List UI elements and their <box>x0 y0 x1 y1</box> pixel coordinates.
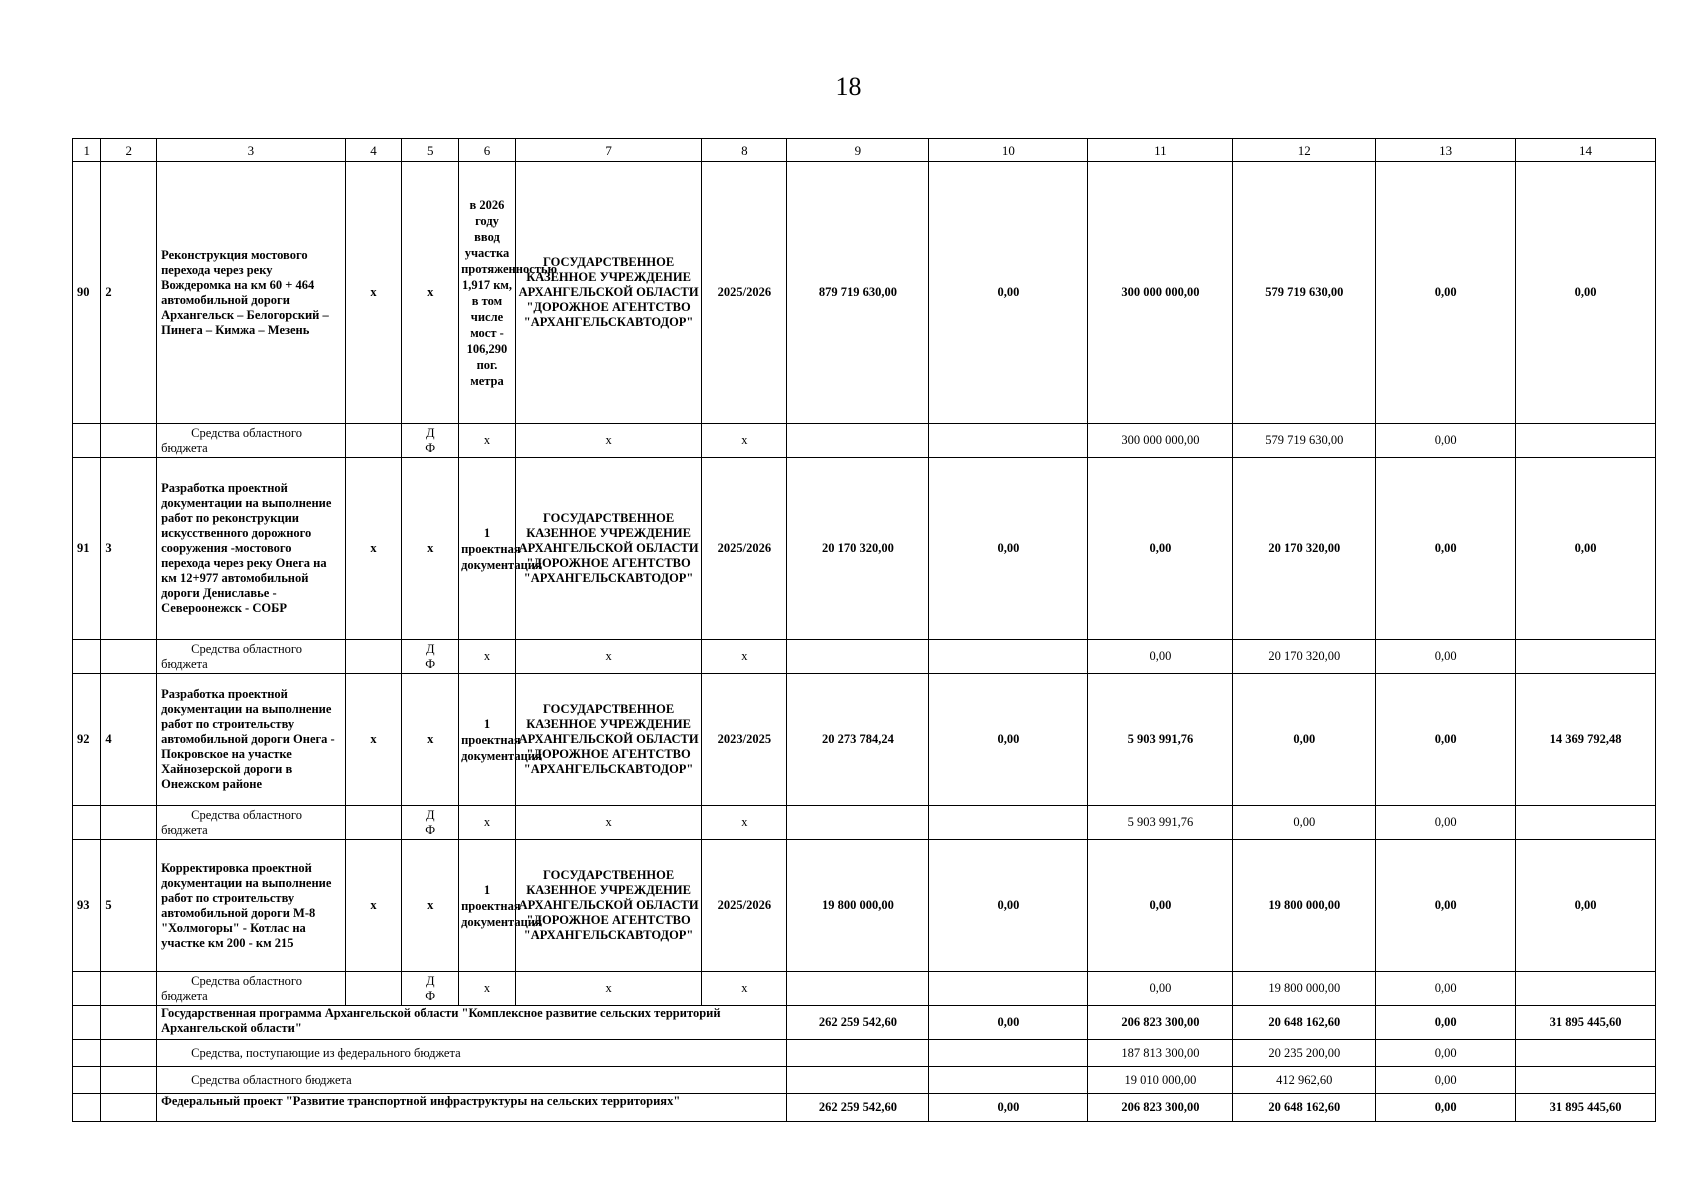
project-executor: ГОСУДАРСТВЕННОЕ КАЗЕННОЕ УЧРЕЖДЕНИЕ АРХАНГЕЛЬСКОЙ ОБЛАСТИ "ДОРОЖНОЕ АГЕНТСТВО "АРХАНГЕЛЬСКАВТОДОР" <box>515 162 701 424</box>
amount-col11: 187 813 300,00 <box>1088 1040 1233 1067</box>
project-row <box>73 674 1656 806</box>
header-cell: 5 <box>402 139 459 162</box>
funding-code: Д Ф <box>402 972 459 1006</box>
amount-col13: 0,00 <box>1376 1006 1516 1040</box>
amount-col10: 0,00 <box>929 458 1088 640</box>
cell-col7: х <box>515 424 701 458</box>
header-cell: 12 <box>1233 139 1376 162</box>
header-cell: 6 <box>459 139 516 162</box>
cell-col4: х <box>345 674 402 806</box>
amount-col11: 0,00 <box>1088 972 1233 1006</box>
project-executor: ГОСУДАРСТВЕННОЕ КАЗЕННОЕ УЧРЕЖДЕНИЕ АРХАНГЕЛЬСКОЙ ОБЛАСТИ "ДОРОЖНОЕ АГЕНТСТВО "АРХАНГЕЛЬСКАВТОДОР" <box>515 840 701 972</box>
project-row <box>73 458 1656 640</box>
amount-col12: 579 719 630,00 <box>1233 424 1376 458</box>
amount-col13: 0,00 <box>1376 640 1516 674</box>
amount-col13: 0,00 <box>1376 1040 1516 1067</box>
project-result: в 2026 году ввод участка протяженностью 1,917 км, в том числе мост - 106,290 пог. метра <box>459 162 516 424</box>
amount-col10: 0,00 <box>929 1094 1088 1122</box>
amount-col12: 20 648 162,60 <box>1233 1094 1376 1122</box>
funding-label: Средства областного бюджета <box>157 972 346 1006</box>
amount-col13: 0,00 <box>1376 162 1516 424</box>
amount-col14: 31 895 445,60 <box>1516 1006 1656 1040</box>
sub-number: 5 <box>101 840 157 972</box>
cell-col8: х <box>702 640 787 674</box>
funding-row <box>73 806 1656 840</box>
header-cell: 4 <box>345 139 402 162</box>
row-number: 91 <box>73 458 101 640</box>
funding-label: Средства областного бюджета <box>157 424 346 458</box>
regional-funds-label: Средства областного бюджета <box>157 1067 787 1094</box>
amount-col12: 0,00 <box>1233 674 1376 806</box>
cell-col4: х <box>345 162 402 424</box>
amount-col12: 412 962,60 <box>1233 1067 1376 1094</box>
amount-col11: 5 903 991,76 <box>1088 674 1233 806</box>
amount-col13: 0,00 <box>1376 424 1516 458</box>
amount-col10: 0,00 <box>929 840 1088 972</box>
program-title: Государственная программа Архангельской области "Комплексное развитие сельских территорий Архангельской области" <box>157 1006 787 1040</box>
project-result: 1 проектная документация <box>459 458 516 640</box>
amount-col11: 5 903 991,76 <box>1088 806 1233 840</box>
project-result: 1 проектная документация <box>459 674 516 806</box>
funding-row <box>73 424 1656 458</box>
funding-code: Д Ф <box>402 640 459 674</box>
amount-col12: 579 719 630,00 <box>1233 162 1376 424</box>
federal-funds-label: Средства, поступающие из федерального бюджета <box>157 1040 787 1067</box>
header-cell: 9 <box>787 139 929 162</box>
total-amount: 262 259 542,60 <box>787 1006 929 1040</box>
amount-col11: 300 000 000,00 <box>1088 424 1233 458</box>
amount-col13: 0,00 <box>1376 1067 1516 1094</box>
cell-col5: х <box>402 840 459 972</box>
project-name: Реконструкция мостового перехода через реку Вождеромка на км 60 + 464 автомобильной дороги Архангельск – Белогорский – Пинега – Кимжа – Мезень <box>157 162 346 424</box>
amount-col10: 0,00 <box>929 162 1088 424</box>
cell-col8: х <box>702 424 787 458</box>
cell-col7: х <box>515 806 701 840</box>
project-name: Разработка проектной документации на выполнение работ по строительству автомобильной дороги Онега - Покровское на участке Хайнозерской дороги в Онежском районе <box>157 674 346 806</box>
cell-col4: х <box>345 458 402 640</box>
amount-col10: 0,00 <box>929 674 1088 806</box>
project-name: Разработка проектной документации на выполнение работ по реконструкции искусственного дорожного сооружения -мостового перехода через реку Онега на км 12+977 автомобильной дороги Дениславье - Североонежск - СОБР <box>157 458 346 640</box>
amount-col10: 0,00 <box>929 1006 1088 1040</box>
project-period: 2025/2026 <box>702 840 787 972</box>
amount-col11: 206 823 300,00 <box>1088 1094 1233 1122</box>
cell-col5: х <box>402 458 459 640</box>
amount-col11: 300 000 000,00 <box>1088 162 1233 424</box>
total-amount: 879 719 630,00 <box>787 162 929 424</box>
header-cell: 11 <box>1088 139 1233 162</box>
cell-col6: х <box>459 640 516 674</box>
amount-col13: 0,00 <box>1376 806 1516 840</box>
header-cell: 3 <box>157 139 346 162</box>
cell-col5: х <box>402 674 459 806</box>
program-table <box>72 138 1656 1122</box>
project-name: Корректировка проектной документации на выполнение работ по строительству автомобильной дороги М-8 "Холмогоры" - Котлас на участке км 200 - км 215 <box>157 840 346 972</box>
amount-col14: 31 895 445,60 <box>1516 1094 1656 1122</box>
sub-number: 3 <box>101 458 157 640</box>
cell-col6: х <box>459 424 516 458</box>
federal-project-title: Федеральный проект "Развитие транспортной инфраструктуры на сельских территориях" <box>157 1094 787 1122</box>
cell-col4: х <box>345 840 402 972</box>
amount-col11: 0,00 <box>1088 458 1233 640</box>
amount-col12: 20 235 200,00 <box>1233 1040 1376 1067</box>
program-total-row <box>73 1006 1656 1040</box>
amount-col12: 20 170 320,00 <box>1233 640 1376 674</box>
amount-col13: 0,00 <box>1376 972 1516 1006</box>
total-amount: 19 800 000,00 <box>787 840 929 972</box>
project-result: 1 проектная документация <box>459 840 516 972</box>
sub-number: 4 <box>101 674 157 806</box>
amount-col11: 0,00 <box>1088 840 1233 972</box>
total-amount: 20 170 320,00 <box>787 458 929 640</box>
amount-col13: 0,00 <box>1376 1094 1516 1122</box>
page-number: 18 <box>835 72 862 101</box>
amount-col14: 14 369 792,48 <box>1516 674 1656 806</box>
project-period: 2025/2026 <box>702 162 787 424</box>
header-cell: 1 <box>73 139 101 162</box>
amount-col11: 19 010 000,00 <box>1088 1067 1233 1094</box>
amount-col12: 19 800 000,00 <box>1233 840 1376 972</box>
funding-row <box>73 972 1656 1006</box>
project-executor: ГОСУДАРСТВЕННОЕ КАЗЕННОЕ УЧРЕЖДЕНИЕ АРХАНГЕЛЬСКОЙ ОБЛАСТИ "ДОРОЖНОЕ АГЕНТСТВО "АРХАНГЕЛЬСКАВТОДОР" <box>515 458 701 640</box>
amount-col14: 0,00 <box>1516 458 1656 640</box>
header-row <box>73 139 1656 162</box>
cell-col6: х <box>459 972 516 1006</box>
cell-col7: х <box>515 972 701 1006</box>
amount-col13: 0,00 <box>1376 674 1516 806</box>
funding-row <box>73 640 1656 674</box>
amount-col11: 0,00 <box>1088 640 1233 674</box>
amount-col11: 206 823 300,00 <box>1088 1006 1233 1040</box>
amount-col14: 0,00 <box>1516 162 1656 424</box>
header-cell: 10 <box>929 139 1088 162</box>
project-executor: ГОСУДАРСТВЕННОЕ КАЗЕННОЕ УЧРЕЖДЕНИЕ АРХАНГЕЛЬСКОЙ ОБЛАСТИ "ДОРОЖНОЕ АГЕНТСТВО "АРХАНГЕЛЬСКАВТОДОР" <box>515 674 701 806</box>
cell-col6: х <box>459 806 516 840</box>
regional-funds-row <box>73 1067 1656 1094</box>
cell-col5: х <box>402 162 459 424</box>
funding-code: Д Ф <box>402 806 459 840</box>
amount-col12: 20 170 320,00 <box>1233 458 1376 640</box>
row-number: 93 <box>73 840 101 972</box>
amount-col14: 0,00 <box>1516 840 1656 972</box>
federal-funds-row <box>73 1040 1656 1067</box>
total-amount: 262 259 542,60 <box>787 1094 929 1122</box>
cell-col7: х <box>515 640 701 674</box>
header-cell: 14 <box>1516 139 1656 162</box>
header-cell: 13 <box>1376 139 1516 162</box>
amount-col13: 0,00 <box>1376 458 1516 640</box>
funding-label: Средства областного бюджета <box>157 640 346 674</box>
header-cell: 8 <box>702 139 787 162</box>
sub-number: 2 <box>101 162 157 424</box>
header-cell: 2 <box>101 139 157 162</box>
cell-col8: х <box>702 806 787 840</box>
row-number: 90 <box>73 162 101 424</box>
total-amount: 20 273 784,24 <box>787 674 929 806</box>
amount-col12: 19 800 000,00 <box>1233 972 1376 1006</box>
project-row <box>73 840 1656 972</box>
row-number: 92 <box>73 674 101 806</box>
funding-code: Д Ф <box>402 424 459 458</box>
project-row <box>73 162 1656 424</box>
amount-col13: 0,00 <box>1376 840 1516 972</box>
funding-label: Средства областного бюджета <box>157 806 346 840</box>
federal-project-row <box>73 1094 1656 1122</box>
amount-col12: 0,00 <box>1233 806 1376 840</box>
amount-col12: 20 648 162,60 <box>1233 1006 1376 1040</box>
project-period: 2025/2026 <box>702 458 787 640</box>
cell-col8: х <box>702 972 787 1006</box>
project-period: 2023/2025 <box>702 674 787 806</box>
header-cell: 7 <box>515 139 701 162</box>
